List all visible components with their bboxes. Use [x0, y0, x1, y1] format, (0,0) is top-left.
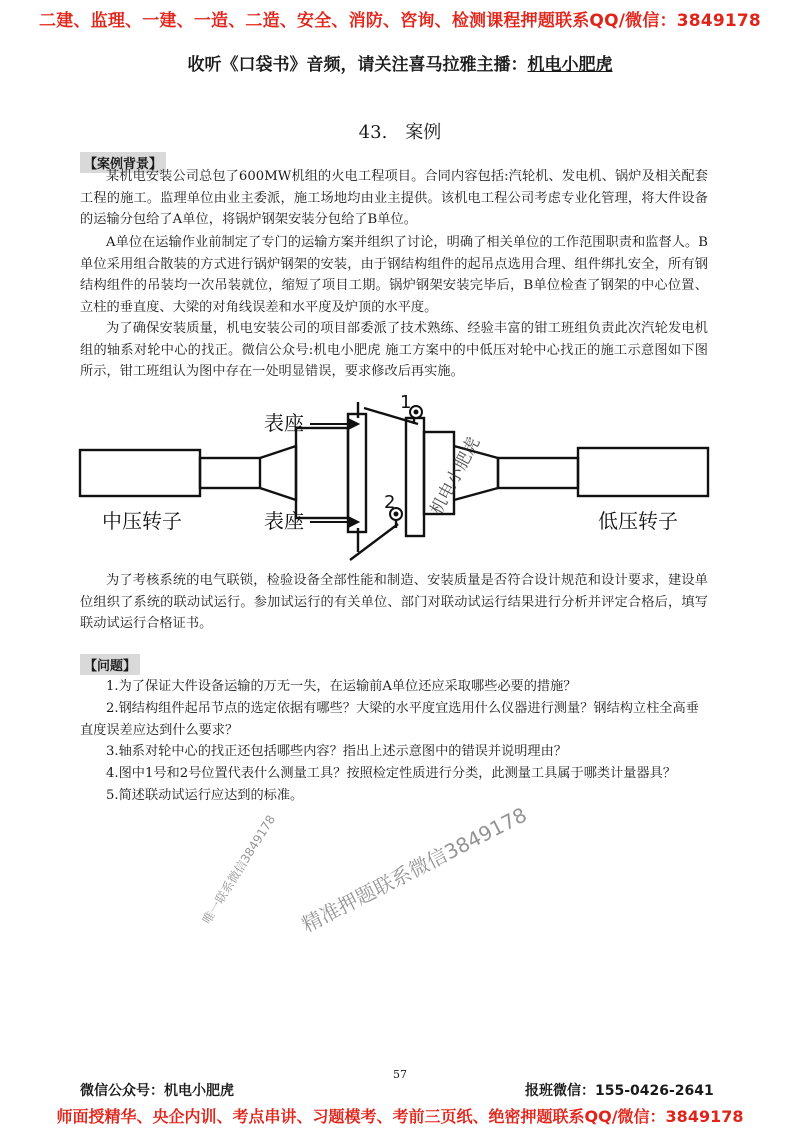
background-paragraph-4: 为了考核系统的电气联锁，检验设备全部性能和制造、安装质量是否符合设计规范和设计要求，建设单位组织了系统的联动试运行。参加试运行的有关单位、部门对联动试运行结果进行分析并评定合格后，填写联动试运行合格证书。 [80, 573, 708, 631]
question-item: 5.简述联动试运行应达到的标准。 [106, 788, 304, 803]
marker-2: 2 [384, 492, 396, 513]
bottom-promo-banner: 师面授精华、央企内训、考点串讲、习题模考、考前三页纸、绝密押题联系QQ/微信：3849178 [56, 1107, 744, 1126]
audio-notice-text: 收听《口袋书》音频，请关注喜马拉雅主播： [187, 55, 528, 75]
case-title: 43. 案例 [358, 122, 442, 143]
mid-pressure-rotor-label: 中压转子 [102, 509, 182, 533]
background-paragraph-2: A单位在运输作业前制定了专门的运输方案并组织了讨论，明确了相关单位的工作范围职责和监督人。B单位采用组合散装的方式进行锅炉钢架的安装，由于钢结构组件的起吊点选用合理、组件绑扎安全，所有钢结构组件的吊装均一次吊装就位，缩短了项目工期。锅炉钢架安装完毕后，B单位检查了钢架的中心位置、立柱的垂直度、大梁的对角线误差和水平度及炉顶的水平度。 [80, 235, 708, 315]
mid-pressure-taper [260, 446, 296, 500]
mid-pressure-rotor-shaft [200, 458, 260, 488]
background-heading: 【案例背景】 [80, 152, 166, 173]
questions-heading: 【问题】 [80, 654, 140, 675]
question-item: 2.钢结构组件起吊节点的选定依据有哪些？大梁的水平度宜选用什么仪器进行测量？钢结构立柱全高垂直度误差应达到什么要求？ [80, 701, 699, 738]
low-pressure-rotor-shaft [498, 458, 578, 488]
top-seat-label: 表座 [264, 411, 304, 435]
watermark-large: 精准押题联系微信3849178 [297, 802, 531, 937]
host-name: 机电小肥虎 [527, 55, 613, 75]
diagram-watermark: 机电小肥虎 [426, 433, 485, 519]
audio-notice [0, 50, 800, 75]
page-number: 57 [393, 1068, 407, 1081]
question-item: 4.图中1号和2号位置代表什么测量工具？按照检定性质进行分类，此测量工具属于哪类计量器具？ [106, 766, 677, 781]
mid-pressure-rotor-body [80, 450, 200, 496]
coupling-alignment-diagram [78, 388, 718, 568]
low-pressure-rotor-label: 低压转子 [598, 509, 678, 533]
footer-enroll-wechat: 报班微信：155-0426-2641 [525, 1083, 714, 1099]
bottom-seat-label: 表座 [264, 509, 304, 533]
background-paragraph-1: 某机电安装公司总包了600MW机组的火电工程项目。合同内容包括:汽轮机、发电机、锅炉及相关配套工程的施工。监理单位由业主委派，施工场地均由业主提供。该机电工程公司考虑专业化管理，将大件设备的运输分包给了A单位，将锅炉钢架安装分包给了B单位。 [80, 169, 708, 227]
watermark-small: 唯一联系微信3849178 [199, 812, 279, 927]
left-flange [296, 428, 348, 518]
right-coupling [406, 418, 424, 536]
marker-1: 1 [400, 392, 412, 413]
left-coupling [348, 414, 366, 532]
footer-wechat-account: 微信公众号：机电小肥虎 [80, 1083, 234, 1099]
low-pressure-rotor-body [578, 448, 708, 496]
question-item: 1.为了保证大件设备运输的万无一失，在运输前A单位还应采取哪些必要的措施？ [106, 679, 577, 694]
top-promo-banner: 二建、监理、一建、一造、二造、安全、消防、咨询、检测课程押题联系QQ/微信：3849178 [39, 11, 761, 31]
question-item: 3.轴系对轮中心的找正还包括哪些内容？指出上述示意图中的错误并说明理由？ [106, 744, 567, 759]
background-paragraph-3: 为了确保安装质量，机电安装公司的项目部委派了技术熟练、经验丰富的钳工班组负责此次汽轮发电机组的轴系对轮中心的找正。微信公众号:机电小肥虎 施工方案中的中低压对轮中心找正的施工示意图如下图所示，钳工班组认为图中存在一处明显错误，要求修改后再实施。 [80, 321, 708, 379]
